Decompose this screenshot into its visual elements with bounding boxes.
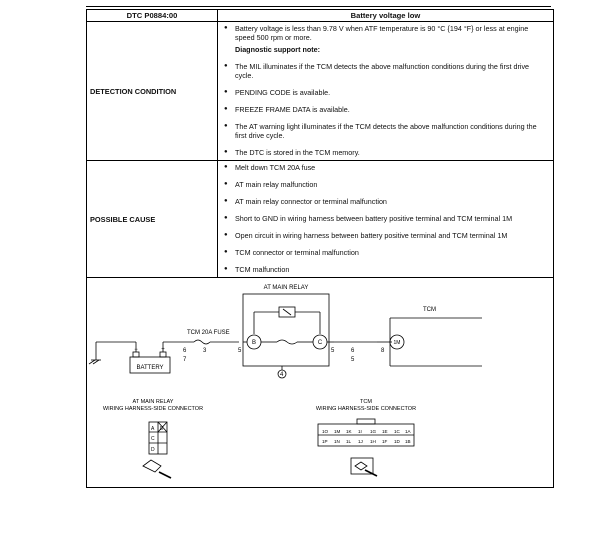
detection-label: DETECTION CONDITION [87, 22, 218, 161]
cause-label: POSSIBLE CAUSE [87, 161, 218, 278]
circle-1m-label: 1M [393, 340, 401, 346]
detection-row [87, 22, 554, 161]
diagnostic-notes [218, 62, 553, 160]
tcm-fuse [194, 340, 210, 344]
cause-content [218, 161, 554, 278]
note-item: ● The DTC is stored in the TCM memory. [224, 148, 549, 157]
circle-c-label: C [317, 340, 323, 346]
marker-4: 4 [280, 372, 284, 378]
marker-6b: 6 [351, 348, 355, 354]
tcm-connector-sub: WIRING HARNESS-SIDE CONNECTOR [315, 406, 417, 412]
top-rule [86, 6, 551, 7]
note-item: ● PENDING CODE is available. [224, 88, 549, 97]
tcm-pin-1d: 1D [394, 439, 400, 444]
tcm-probe-icon [351, 458, 377, 476]
cause-item: ● Open circuit in wiring harness between battery positive terminal and TCM terminal 1M [224, 231, 549, 240]
marker-5b: 5 [331, 348, 335, 354]
marker-7: 7 [183, 357, 187, 363]
wiring-diagram-cell [87, 278, 554, 488]
pos-sign: + [161, 347, 165, 353]
cause-item: ● Short to GND in wiring harness between battery positive terminal and TCM terminal 1M [224, 214, 549, 223]
tcm-pin-1o: 1O [322, 429, 329, 434]
tcm-connector-latch [357, 419, 375, 424]
marker-5: 5 [238, 348, 242, 354]
tcm-pin-1n: 1N [334, 439, 340, 444]
dtc-table [86, 9, 554, 488]
relay-connector-title: AT MAIN RELAY [132, 399, 174, 405]
tcm-pin-1c: 1C [394, 429, 400, 434]
cause-item: ● AT main relay malfunction [224, 180, 549, 189]
relay-pin-c-label: C [151, 436, 155, 442]
tcm-pin-1p: 1P [322, 439, 328, 444]
tcm-label: TCM [423, 307, 436, 313]
relay-pin-a: A [151, 426, 155, 432]
tcm-pin-1m-label: 1M [334, 429, 341, 434]
relay-title: AT MAIN RELAY [263, 285, 309, 291]
tcm-pin-1l: 1L [346, 439, 352, 444]
tcm-connector-title: TCM [360, 399, 372, 405]
tcm-pin-1a: 1A [405, 429, 411, 434]
cause-item: ● TCM malfunction [224, 265, 549, 274]
detection-list [218, 22, 553, 45]
dtc-code: DTC P0884:00 [87, 10, 218, 22]
detection-item: ● Battery voltage is less than 9.78 V when ATF temperature is 90 °C {194 °F} or less at engine speed 500 rpm or more. [224, 24, 549, 42]
tcm-pin-1f: 1F [382, 439, 388, 444]
note-item: ● The AT warning light illuminates if the TCM detects the above malfunction conditions during the first drive cycle. [224, 122, 549, 140]
neg-sign: − [134, 347, 138, 353]
cause-item: ● Melt down TCM 20A fuse [224, 163, 549, 172]
circle-b-label: B [251, 340, 257, 346]
wiring-diagram [87, 278, 552, 487]
header-row [87, 10, 554, 22]
tcm-pin-1b: 1B [405, 439, 411, 444]
tcm-connector-pins [322, 429, 412, 444]
detection-content [218, 22, 554, 161]
tcm-pin-1j: 1J [358, 439, 363, 444]
relay-pin-d: D [151, 447, 155, 453]
note-item: ● The MIL illuminates if the TCM detects the above malfunction conditions during the first drive cycle. [224, 62, 549, 80]
cause-item: ● TCM connector or terminal malfunction [224, 248, 549, 257]
relay-pin-e: E [160, 426, 164, 432]
marker-5c: 5 [351, 357, 355, 363]
tcm-pin-1i: 1I [358, 429, 362, 434]
marker-3: 3 [203, 348, 207, 354]
marker-8: 8 [381, 348, 385, 354]
diagnostic-note-title: Diagnostic support note: [235, 45, 321, 54]
note-item: ● FREEZE FRAME DATA is available. [224, 105, 549, 114]
relay-connector-sub: WIRING HARNESS-SIDE CONNECTOR [102, 406, 204, 412]
tcm-pin-1k: 1K [346, 429, 352, 434]
diagram-row [87, 278, 554, 488]
cause-list [218, 161, 553, 277]
relay-box [243, 294, 329, 366]
marker-6: 6 [183, 348, 187, 354]
tcm-pin-1e: 1E [382, 429, 388, 434]
tcm-pin-1g: 1G [370, 429, 377, 434]
tcm-pin-1h: 1H [370, 439, 376, 444]
cause-item: ● AT main relay connector or terminal malfunction [224, 197, 549, 206]
relay-probe-icon [143, 460, 171, 478]
relay-switch [277, 340, 297, 344]
fuse-label: TCM 20A FUSE [187, 330, 230, 336]
battery-label: BATTERY [136, 365, 164, 371]
dtc-title: Battery voltage low [218, 10, 554, 22]
cause-row [87, 161, 554, 278]
